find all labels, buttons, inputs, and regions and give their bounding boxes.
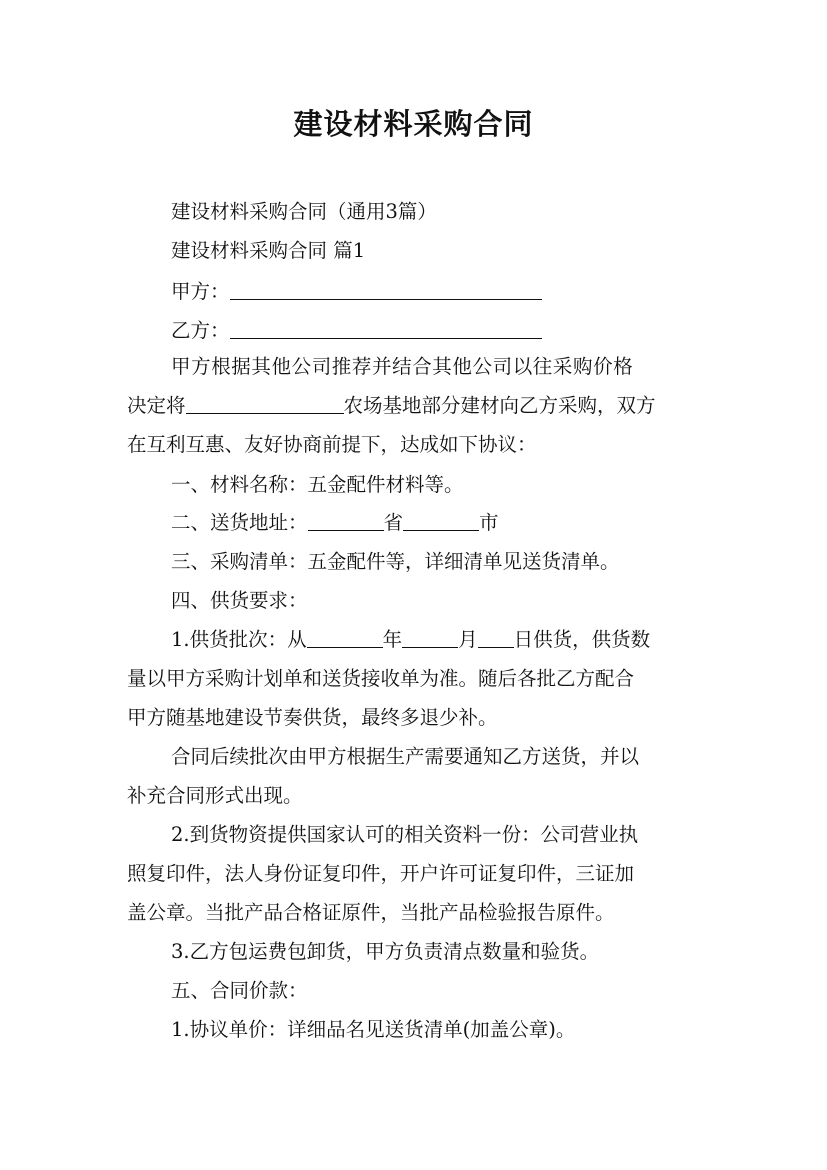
paragraph-line: 合同后续批次由甲方根据生产需要通知乙方送货，并以 <box>171 745 640 768</box>
month-blank <box>402 629 458 648</box>
paragraph-line: 在互利互惠、友好协商前提下，达成如下协议： <box>127 433 537 456</box>
paragraph-line: 甲方随基地建设节奏供货，最终多退少补。 <box>127 706 498 729</box>
party-b-label: 乙方： <box>171 319 230 342</box>
paragraph-line: 2.到货物资提供国家认可的相关资料一份：公司营业执 <box>171 823 639 846</box>
province-blank <box>308 512 384 531</box>
clause-line: 1.供货批次：从 年 月 日供货，供货数 <box>171 628 651 651</box>
clause-line: 四、供货要求： <box>171 589 308 612</box>
party-a-line <box>171 279 731 305</box>
city-blank <box>403 512 479 531</box>
party-b-blank <box>230 320 542 339</box>
paragraph-line: 补充合同形式出现。 <box>127 784 303 807</box>
paragraph-line: 决定将 农场基地部分建材向乙方采购，双方 <box>127 394 656 417</box>
document-title: 建设材料采购合同 <box>293 107 534 141</box>
clause-line: 五、合同价款： <box>171 979 308 1002</box>
paragraph-line: 甲方根据其他公司推荐并结合其他公司以往采购价格 <box>171 355 634 378</box>
section-heading: 建设材料采购合同 篇1 <box>171 239 366 262</box>
party-a-blank <box>230 281 542 300</box>
subtitle-line: 建设材料采购合同（通用3篇） <box>171 200 437 223</box>
clause-line: 三、采购清单：五金配件等，详细清单见送货清单。 <box>171 550 620 573</box>
paragraph-line: 盖公章。当批产品合格证原件，当批产品检验报告原件。 <box>127 901 615 924</box>
farm-name-blank <box>186 395 344 414</box>
party-a-label: 甲方： <box>171 280 230 303</box>
clause-line: 一、材料名称：五金配件材料等。 <box>171 473 464 496</box>
paragraph-line: 量以甲方采购计划单和送货接收单为准。随后各批乙方配合 <box>127 667 635 690</box>
paragraph-line: 照复印件，法人身份证复印件，开户许可证复印件，三证加 <box>127 862 635 885</box>
day-blank <box>478 629 514 648</box>
clause-line: 二、送货地址： 省 市 <box>171 511 499 534</box>
clause-line: 3.乙方包运费包卸货，甲方负责清点数量和验货。 <box>171 940 600 963</box>
clause-line: 1.协议单价：详细品名见送货清单(加盖公章)。 <box>171 1018 576 1041</box>
party-b-line <box>171 318 731 344</box>
year-blank <box>307 629 383 648</box>
